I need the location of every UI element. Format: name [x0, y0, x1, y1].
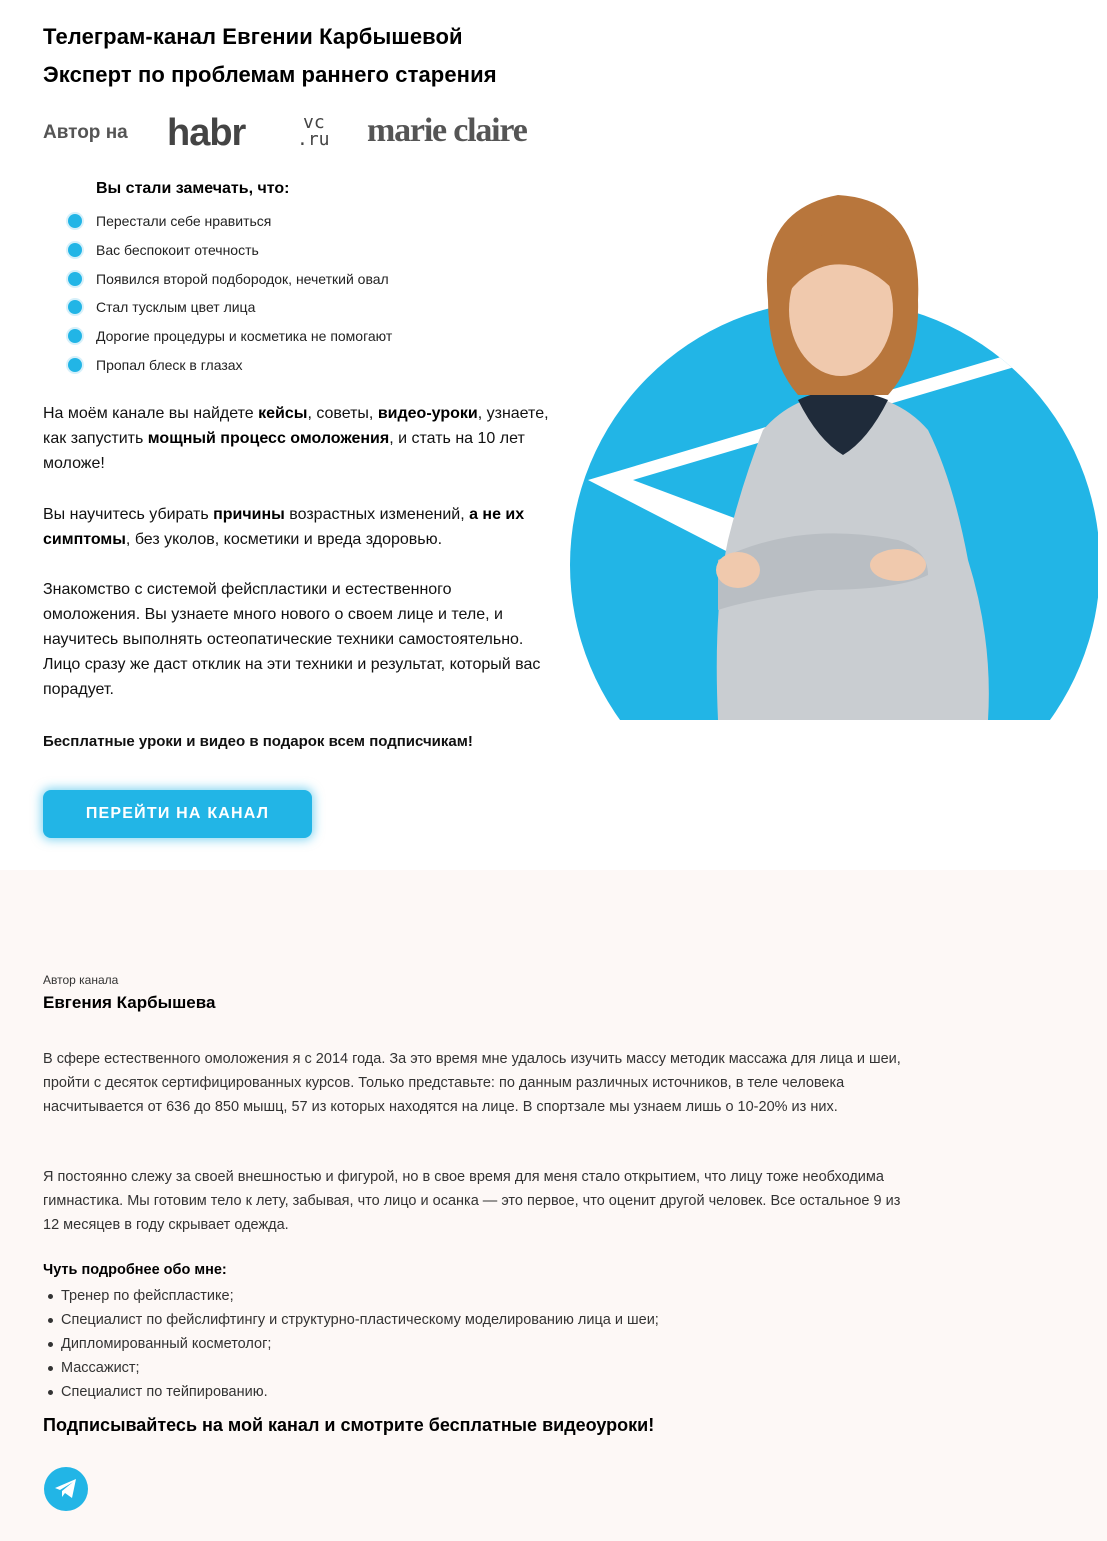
list-item-text: Перестали себе нравиться [96, 213, 272, 229]
bullet-dot-icon [68, 300, 82, 314]
bullet-dot-icon [68, 243, 82, 257]
credentials-list [43, 1284, 659, 1404]
list-item [68, 270, 392, 299]
author-on-row [43, 112, 563, 154]
list-item [68, 298, 392, 327]
list-item: Массажист; [43, 1356, 659, 1380]
page-title: Телеграм-канал Евгении Карбышевой [43, 24, 463, 49]
go-to-channel-button[interactable]: ПЕРЕЙТИ НА КАНАЛ [43, 790, 312, 838]
list-item-text: Вас беспокоит отечность [96, 241, 259, 258]
bullet-dot-icon [68, 358, 82, 372]
author-name: Евгения Карбышева [43, 993, 216, 1012]
gift-note: Бесплатные уроки и видео в подарок всем подписчикам! [43, 733, 473, 750]
vc-logo-top: vc [303, 112, 325, 133]
list-item-text: Стал тусклым цвет лица [96, 299, 256, 316]
author-on-label: Автор на [43, 122, 128, 143]
page-subtitle: Эксперт по проблемам раннего старения [43, 62, 497, 87]
list-item [68, 241, 392, 270]
marie-claire-logo[interactable]: marie claire [367, 112, 527, 149]
habr-logo[interactable]: habr [167, 112, 246, 154]
list-item [68, 327, 392, 356]
telegram-paper-plane-icon [54, 1478, 78, 1500]
notice-title: Вы стали замечать, что: [96, 180, 290, 197]
list-item-text: Появился второй подбородок, нечеткий овал [96, 270, 389, 287]
about-paragraph-1: В сфере естественного омоложения я с 2014 года. За это время мне удалось изучить массу методик массажа для лица и шеи, пройти с десяток сертифицированных курсов. Только представьте: по данным различных источников, в теле человека насчитывается от 636 до 850 мышц, 57 из которых находятся на лице. В спортзале мы узнаем лишь о 10-20% из них. [43, 1051, 901, 1115]
list-item: Специалист по фейслифтингу и структурно-пластическому моделированию лица и шеи; [43, 1308, 659, 1332]
list-item-text: Дорогие процедуры и косметика не помогают [96, 328, 393, 345]
about-kicker: Автор канала [43, 973, 119, 987]
bullet-dot-icon [68, 214, 82, 228]
intro-paragraph-3: Знакомство с системой фейспластики и естественного омоложения. Вы узнаете много нового о своем лице и теле, и научитесь выполнять остеопатические техники самостоятельно. Лицо сразу же даст отклик на эти техники и результат, который вас порадует. [43, 581, 541, 698]
list-item: Дипломированный косметолог; [43, 1332, 659, 1356]
list-item [68, 212, 392, 241]
list-item-text: Пропал блеск в глазах [96, 356, 243, 373]
vc-logo-bottom: .ru [297, 129, 330, 150]
bullet-dot-icon [68, 329, 82, 343]
vc-ru-logo[interactable] [297, 114, 337, 148]
author-photo [568, 180, 1098, 720]
list-item: Тренер по фейспластике; [43, 1284, 659, 1308]
about-paragraph-2: Я постоянно слежу за своей внешностью и фигурой, но в свое время для меня стало открытием, что лицу тоже необходима гимнастика. Мы готовим тело к лету, забывая, что лицо и осанка — это первое, что оценит другой человек. Все остальное 9 из 12 месяцев в году скрывает одежда. [43, 1169, 901, 1233]
intro-paragraph-2: Вы научитесь убирать причины возрастных изменений, а не их симптомы, без уколов, косметики и вреда здоровью. [43, 506, 525, 548]
list-item [68, 356, 392, 385]
about-author-section [0, 870, 1107, 1541]
subscribe-callout: Подписывайтесь на мой канал и смотрите бесплатные видеоуроки! [43, 1415, 655, 1435]
telegram-link-button[interactable] [44, 1467, 88, 1511]
symptom-list [68, 212, 392, 385]
bullet-dot-icon [68, 272, 82, 286]
telegram-circle-portrait-icon [568, 180, 1098, 720]
about-list-title: Чуть подробнее обо мне: [43, 1262, 227, 1278]
intro-paragraph-1: На моём канале вы найдете кейсы, советы, видео-уроки, узнаете, как запустить мощный процесс омоложения, и стать на 10 лет моложе! [43, 405, 549, 472]
list-item: Специалист по тейпированию. [43, 1380, 659, 1404]
